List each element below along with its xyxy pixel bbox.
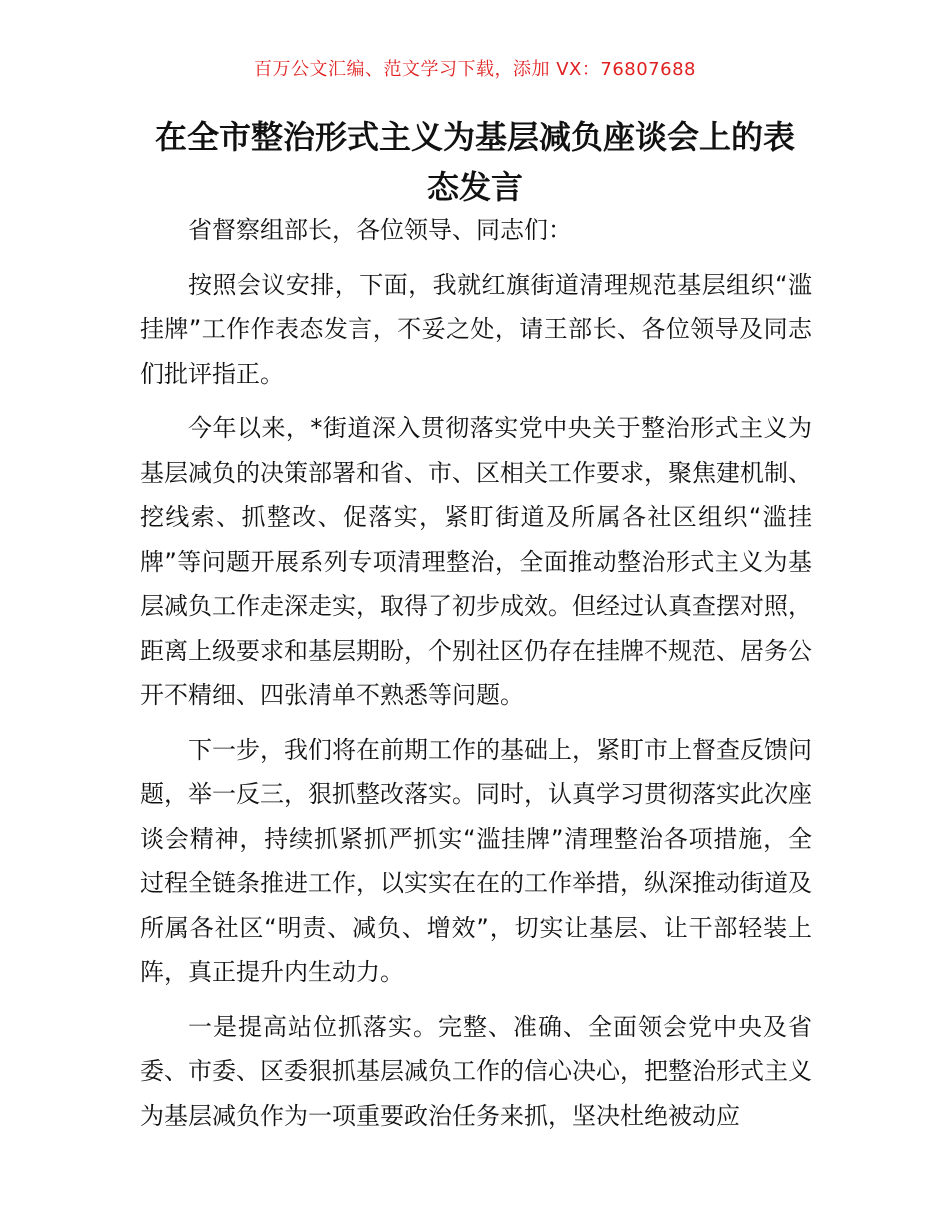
salutation-paragraph: 省督察组部长，各位领导、同志们：	[188, 216, 572, 244]
document-title: 在全市整治形式主义为基层减负座谈会上的表态发言	[154, 118, 795, 206]
body-paragraph: 按照会议安排，下面，我就红旗街道清理规范基层组织“滥挂牌”工作作表态发言，不妥之处，请王部长、各位领导及同志们批评指正。	[140, 270, 812, 388]
body-paragraph: 今年以来，*街道深入贯彻落实党中央关于整治形式主义为基层减负的决策部署和省、市、区相关工作要求，聚焦建机制、挖线索、抓整改、促落实，紧盯街道及所属各社区组织“滥挂牌”等问题开展系列专项清理整治，全面推动整治形式主义为基层减负工作走深走实，取得了初步成效。但经过认真查摆对照，距离上级要求和基层期盼，个别社区仍存在挂牌不规范、居务公开不精细、四张清单不熟悉等问题。	[140, 414, 812, 709]
document-body	[140, 208, 812, 1148]
watermark-banner: 百万公文汇编、范文学习下载，添加 VX：76807688	[254, 59, 696, 80]
body-paragraph: 一是提高站位抓落实。完整、准确、全面领会党中央及省委、市委、区委狠抓基层减负工作的信心决心，把整治形式主义为基层减负作为一项重要政治任务来抓，坚决杜绝被动应	[140, 1012, 812, 1130]
body-paragraph: 下一步，我们将在前期工作的基础上，紧盯市上督查反馈问题，举一反三，狠抓整改落实。同时，认真学习贯彻落实此次座谈会精神，持续抓紧抓严抓实“滥挂牌”清理整治各项措施，全过程全链条推进工作，以实实在在的工作举措，纵深推动街道及所属各社区“明责、减负、增效”，切实让基层、让干部轻装上阵，真正提升内生动力。	[140, 735, 812, 986]
